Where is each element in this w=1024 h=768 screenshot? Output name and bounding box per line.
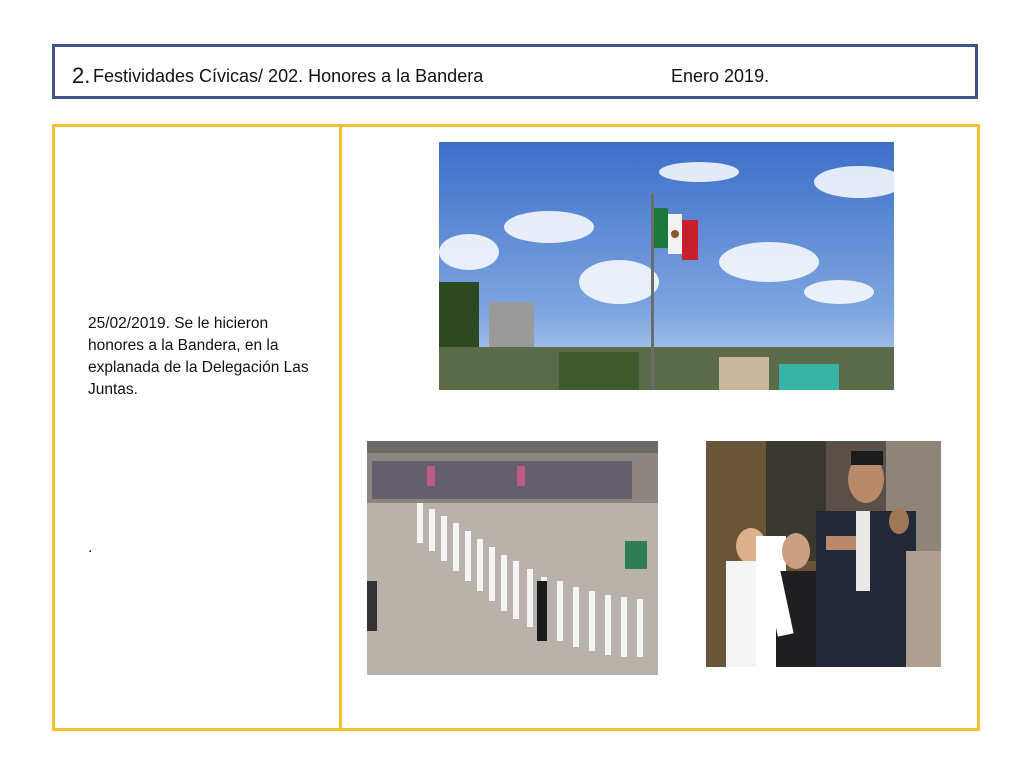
page-date: Enero 2019. [671,66,770,86]
flag-photo [439,142,894,390]
section-number: 2. [72,63,91,88]
empty-bullet: . [88,539,93,556]
event-description: 25/02/2019. Se le hicieron honores a la Bandera, en la explanada de la Delegación Las Juntas. [88,315,309,398]
title-box [52,44,978,99]
description-panel [55,127,342,728]
page-title: Festividades Cívicas/ 202. Honores a la Bandera [93,66,484,86]
speaker-photo [706,441,941,667]
formation-photo [367,441,658,675]
